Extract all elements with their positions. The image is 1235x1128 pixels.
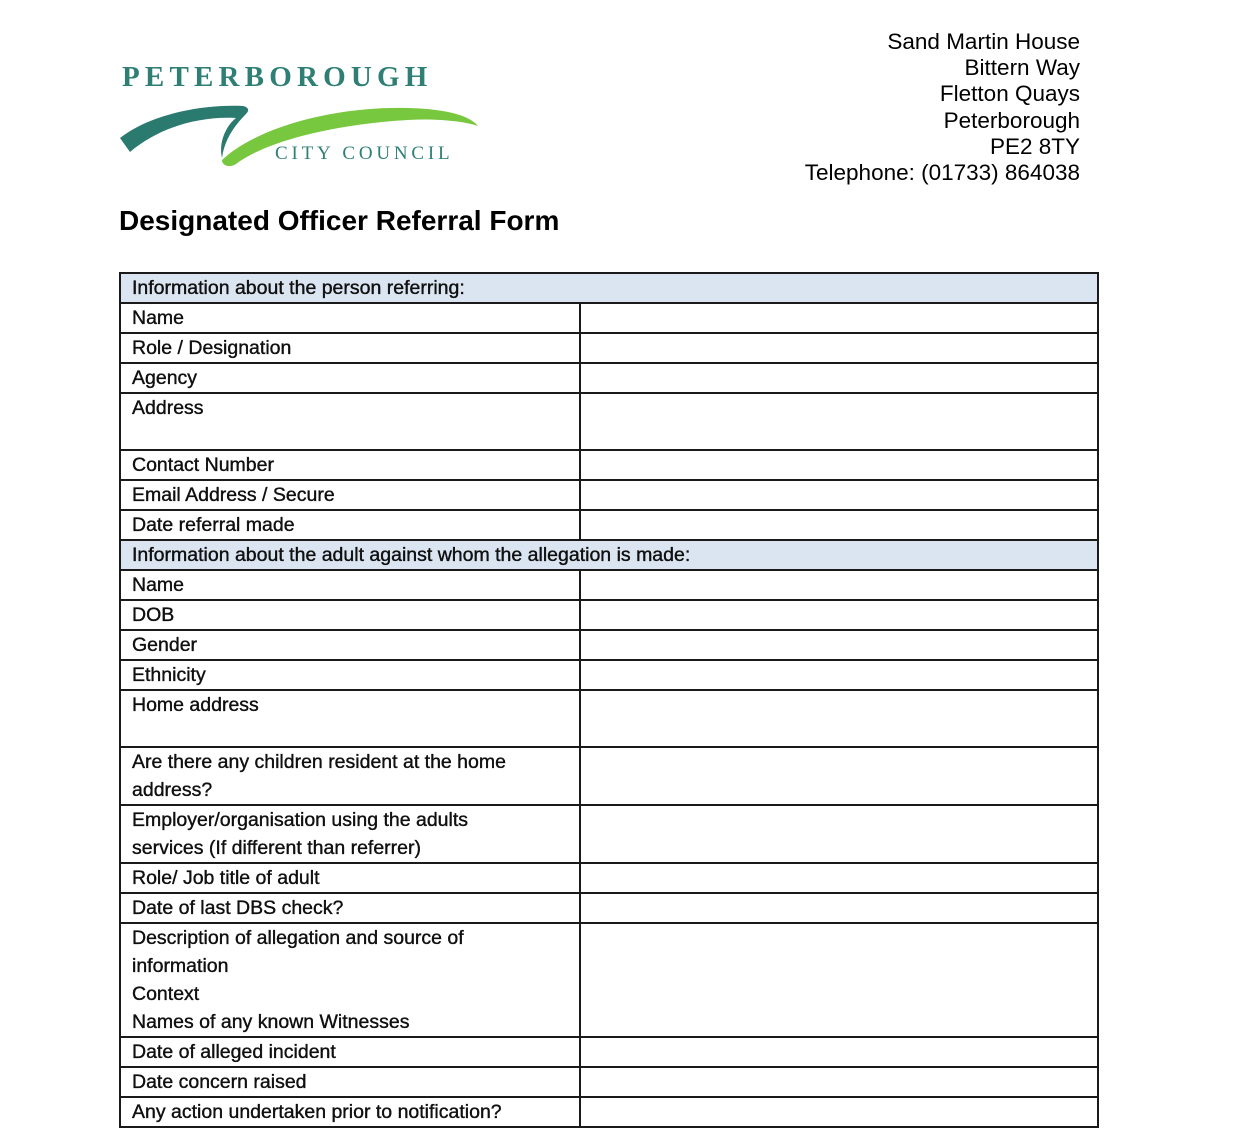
field-label <box>120 600 580 630</box>
form-row <box>120 630 1098 660</box>
field-value-input[interactable] <box>580 333 1098 363</box>
field-value-input[interactable] <box>580 600 1098 630</box>
field-label-line: Date of last DBS check? <box>132 897 344 919</box>
field-label-line: Date referral made <box>132 514 295 536</box>
field-label-line: Address <box>132 397 204 419</box>
field-label <box>120 333 580 363</box>
field-label <box>120 805 580 863</box>
field-label-line: Date concern raised <box>132 1071 307 1093</box>
field-label-line: Description of allegation and source of <box>132 927 464 949</box>
form-row <box>120 805 1098 863</box>
form-row <box>120 747 1098 805</box>
field-label-line: Are there any children resident at the home <box>132 751 506 773</box>
form-row <box>120 1067 1098 1097</box>
field-label <box>120 690 580 747</box>
field-label-line: Ethnicity <box>132 664 206 686</box>
logo-swoosh-dark <box>120 106 248 158</box>
field-label-line: Contact Number <box>132 454 274 476</box>
field-label <box>120 630 580 660</box>
field-label <box>120 363 580 393</box>
field-label-line: Context <box>132 983 200 1005</box>
form-row <box>120 570 1098 600</box>
field-label <box>120 570 580 600</box>
field-value-input[interactable] <box>580 1037 1098 1067</box>
field-label <box>120 510 580 540</box>
field-label-line: services (If different than referrer) <box>132 837 421 859</box>
form-row <box>120 393 1098 450</box>
field-label-line: Name <box>132 307 185 329</box>
field-value-input[interactable] <box>580 690 1098 747</box>
field-value-input[interactable] <box>580 747 1098 805</box>
field-value-input[interactable] <box>580 660 1098 690</box>
section-header-row <box>120 273 1098 303</box>
field-value-input[interactable] <box>580 1067 1098 1097</box>
field-label-line: Email Address / Secure <box>132 484 335 506</box>
council-logo <box>118 58 483 173</box>
logo-bottom-text: CITY COUNCIL <box>275 143 454 164</box>
field-label-line: information <box>132 955 229 977</box>
field-value-input[interactable] <box>580 1097 1098 1127</box>
field-value-input[interactable] <box>580 630 1098 660</box>
field-label <box>120 1097 580 1127</box>
section-heading: Information about the adult against whom the allegation is made: <box>120 540 1098 570</box>
field-label-line: Name <box>132 574 185 596</box>
address-line: Peterborough <box>943 107 1080 133</box>
field-label-line: Any action undertaken prior to notification? <box>132 1101 502 1123</box>
field-label-line: Agency <box>132 367 198 389</box>
field-value-input[interactable] <box>580 805 1098 863</box>
field-label <box>120 923 580 1037</box>
field-value-input[interactable] <box>580 570 1098 600</box>
field-label-line: Names of any known Witnesses <box>132 1011 410 1033</box>
field-value-input[interactable] <box>580 480 1098 510</box>
field-value-input[interactable] <box>580 923 1098 1037</box>
field-label <box>120 660 580 690</box>
logo-top-text: PETERBOROUGH <box>122 61 433 93</box>
field-value-input[interactable] <box>580 893 1098 923</box>
field-value-input[interactable] <box>580 510 1098 540</box>
form-row <box>120 893 1098 923</box>
field-label <box>120 480 580 510</box>
address-line: Bittern Way <box>964 55 1080 81</box>
address-line: Fletton Quays <box>939 81 1080 107</box>
field-label <box>120 1037 580 1067</box>
form-row <box>120 923 1098 1037</box>
address-line: Sand Martin House <box>887 29 1080 54</box>
field-label-line: Date of alleged incident <box>132 1041 336 1063</box>
address-line: PE2 8TY <box>989 133 1080 159</box>
field-label <box>120 1067 580 1097</box>
form-row <box>120 510 1098 540</box>
form-title: Designated Officer Referral Form <box>119 205 560 236</box>
field-label <box>120 303 580 333</box>
section-heading: Information about the person referring: <box>120 273 1098 303</box>
referral-form-table <box>119 272 1099 1128</box>
field-label-line: Gender <box>132 634 198 656</box>
form-row <box>120 1097 1098 1127</box>
field-value-input[interactable] <box>580 863 1098 893</box>
field-value-input[interactable] <box>580 393 1098 450</box>
field-label <box>120 747 580 805</box>
form-row <box>120 450 1098 480</box>
form-row <box>120 1037 1098 1067</box>
field-label-line: Employer/organisation using the adults <box>132 809 469 831</box>
field-label <box>120 863 580 893</box>
form-row <box>120 863 1098 893</box>
field-label <box>120 450 580 480</box>
field-label-line: Role / Designation <box>132 337 292 359</box>
field-label-line: address? <box>132 779 213 801</box>
field-label-line: Role/ Job title of adult <box>132 867 320 889</box>
form-row <box>120 690 1098 747</box>
form-row <box>120 363 1098 393</box>
field-label-line: DOB <box>132 604 175 626</box>
council-address <box>805 29 1080 186</box>
field-label-line: Home address <box>132 694 259 716</box>
form-row <box>120 303 1098 333</box>
telephone-line: Telephone: (01733) 864038 <box>804 160 1080 186</box>
field-label <box>120 893 580 923</box>
form-row <box>120 333 1098 363</box>
form-row <box>120 660 1098 690</box>
field-label <box>120 393 580 450</box>
field-value-input[interactable] <box>580 303 1098 333</box>
field-value-input[interactable] <box>580 450 1098 480</box>
form-row <box>120 600 1098 630</box>
section-header-row <box>120 540 1098 570</box>
field-value-input[interactable] <box>580 363 1098 393</box>
form-row <box>120 480 1098 510</box>
